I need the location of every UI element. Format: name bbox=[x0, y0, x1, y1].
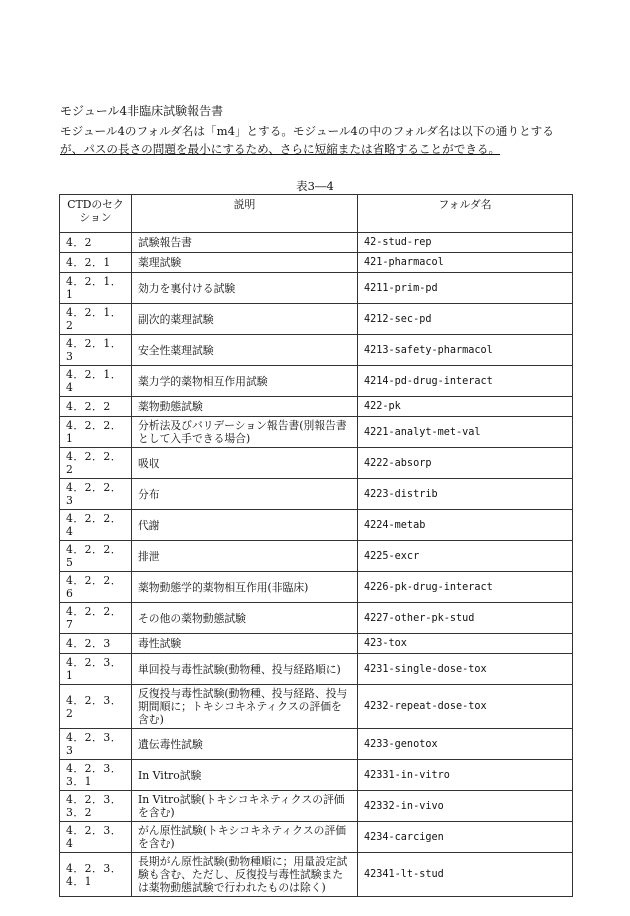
description-cell: がん原性試験(トキシコキネティクスの評価を含む) bbox=[132, 822, 358, 853]
table-row bbox=[60, 541, 573, 572]
section-cell: 4．2．2．2 bbox=[60, 448, 132, 479]
table-row bbox=[60, 448, 573, 479]
description-cell: 毒性試験 bbox=[132, 634, 358, 654]
table-row bbox=[60, 853, 573, 897]
folder-cell: 421-pharmacol bbox=[358, 253, 573, 273]
description-cell: In Vitro試験(トキシコキネティクスの評価を含む) bbox=[132, 791, 358, 822]
section-cell: 4．2．2．6 bbox=[60, 572, 132, 603]
folder-cell: 4213-safety-pharmacol bbox=[358, 335, 573, 366]
table-row bbox=[60, 603, 573, 634]
section-cell: 4．2．1 bbox=[60, 253, 132, 273]
folder-cell: 4234-carcigen bbox=[358, 822, 573, 853]
table-row bbox=[60, 417, 573, 448]
description-cell: その他の薬物動態試験 bbox=[132, 603, 358, 634]
description-cell: 薬物動態試験 bbox=[132, 397, 358, 417]
intro-paragraph bbox=[60, 122, 575, 158]
folder-cell: 4225-excr bbox=[358, 541, 573, 572]
description-cell: 薬力学的薬物相互作用試験 bbox=[132, 366, 358, 397]
folder-cell: 4226-pk-drug-interact bbox=[358, 572, 573, 603]
folder-cell: 4214-pd-drug-interact bbox=[358, 366, 573, 397]
table-row bbox=[60, 335, 573, 366]
description-cell: 薬物動態学的薬物相互作用(非臨床) bbox=[132, 572, 358, 603]
table-row bbox=[60, 572, 573, 603]
table-row bbox=[60, 654, 573, 685]
table-row bbox=[60, 366, 573, 397]
description-cell: 代謝 bbox=[132, 510, 358, 541]
description-cell: 遺伝毒性試験 bbox=[132, 729, 358, 760]
table-row bbox=[60, 822, 573, 853]
table-row bbox=[60, 233, 573, 253]
folder-cell: 4224-metab bbox=[358, 510, 573, 541]
folder-cell: 4221-analyt-met-val bbox=[358, 417, 573, 448]
table-row bbox=[60, 685, 573, 729]
section-cell: 4．2．2．5 bbox=[60, 541, 132, 572]
section-cell: 4．2．1．3 bbox=[60, 335, 132, 366]
table-row bbox=[60, 510, 573, 541]
section-cell: 4．2．3．4 bbox=[60, 822, 132, 853]
description-cell: 分析法及びバリデーション報告書(別報告書として入手できる場合) bbox=[132, 417, 358, 448]
folder-table bbox=[59, 194, 573, 897]
folder-cell: 4223-distrib bbox=[358, 479, 573, 510]
table-row bbox=[60, 253, 573, 273]
description-cell: 長期がん原性試験(動物種順に；用量設定試験も含む、ただし、反復投与毒性試験または薬物動態試験で行われたものは除く) bbox=[132, 853, 358, 897]
folder-cell: 4222-absorp bbox=[358, 448, 573, 479]
description-cell: In Vitro試験 bbox=[132, 760, 358, 791]
table-row bbox=[60, 729, 573, 760]
section-cell: 4．2．3．2 bbox=[60, 685, 132, 729]
table-row bbox=[60, 304, 573, 335]
section-cell: 4．2．2．7 bbox=[60, 603, 132, 634]
folder-cell: 4231-single-dose-tox bbox=[358, 654, 573, 685]
section-cell: 4．2．3 bbox=[60, 634, 132, 654]
intro-line-1: モジュール4のフォルダ名は「m4」とする。モジュール4の中のフォルダ名は以下の通りとする bbox=[60, 124, 554, 138]
section-cell: 4．2．2．4 bbox=[60, 510, 132, 541]
header-ctd-section: CTDのセクション bbox=[60, 195, 132, 233]
section-cell: 4．2．3．3．1 bbox=[60, 760, 132, 791]
description-cell: 排泄 bbox=[132, 541, 358, 572]
folder-cell: 423-tox bbox=[358, 634, 573, 654]
table-row bbox=[60, 479, 573, 510]
description-cell: 薬理試験 bbox=[132, 253, 358, 273]
intro-line-2: が、パスの長さの問題を最小にするため、さらに短縮または省略することができる。 bbox=[60, 142, 501, 156]
table-row bbox=[60, 397, 573, 417]
folder-cell: 42-stud-rep bbox=[358, 233, 573, 253]
section-heading: モジュール4非臨床試験報告書 bbox=[60, 104, 224, 118]
table-header-row bbox=[60, 195, 573, 233]
description-cell: 副次的薬理試験 bbox=[132, 304, 358, 335]
folder-cell: 42331-in-vitro bbox=[358, 760, 573, 791]
table-caption: 表3―4 bbox=[296, 179, 334, 193]
section-cell: 4．2．3．4．1 bbox=[60, 853, 132, 897]
section-cell: 4．2．2．1 bbox=[60, 417, 132, 448]
section-cell: 4．2．2．3 bbox=[60, 479, 132, 510]
section-cell: 4．2．3．3．2 bbox=[60, 791, 132, 822]
folder-cell: 42341-lt-stud bbox=[358, 853, 573, 897]
header-folder-name: フォルダ名 bbox=[358, 195, 573, 233]
folder-cell: 4212-sec-pd bbox=[358, 304, 573, 335]
description-cell: 効力を裏付ける試験 bbox=[132, 273, 358, 304]
description-cell: 吸収 bbox=[132, 448, 358, 479]
folder-cell: 4233-genotox bbox=[358, 729, 573, 760]
folder-cell: 4232-repeat-dose-tox bbox=[358, 685, 573, 729]
table-row bbox=[60, 760, 573, 791]
description-cell: 試験報告書 bbox=[132, 233, 358, 253]
description-cell: 分布 bbox=[132, 479, 358, 510]
folder-cell: 4227-other-pk-stud bbox=[358, 603, 573, 634]
table-row bbox=[60, 634, 573, 654]
folder-cell: 4211-prim-pd bbox=[358, 273, 573, 304]
header-description: 説明 bbox=[132, 195, 358, 233]
section-cell: 4．2 bbox=[60, 233, 132, 253]
folder-cell: 422-pk bbox=[358, 397, 573, 417]
folder-cell: 42332-in-vivo bbox=[358, 791, 573, 822]
table-row bbox=[60, 791, 573, 822]
section-cell: 4．2．3．3 bbox=[60, 729, 132, 760]
section-cell: 4．2．1．4 bbox=[60, 366, 132, 397]
section-cell: 4．2．1．1 bbox=[60, 273, 132, 304]
section-cell: 4．2．1．2 bbox=[60, 304, 132, 335]
table-row bbox=[60, 273, 573, 304]
description-cell: 安全性薬理試験 bbox=[132, 335, 358, 366]
section-cell: 4．2．2 bbox=[60, 397, 132, 417]
description-cell: 単回投与毒性試験(動物種、投与経路順に) bbox=[132, 654, 358, 685]
section-cell: 4．2．3．1 bbox=[60, 654, 132, 685]
description-cell: 反復投与毒性試験(動物種、投与経路、投与期間順に；トキシコキネティクスの評価を含む) bbox=[132, 685, 358, 729]
